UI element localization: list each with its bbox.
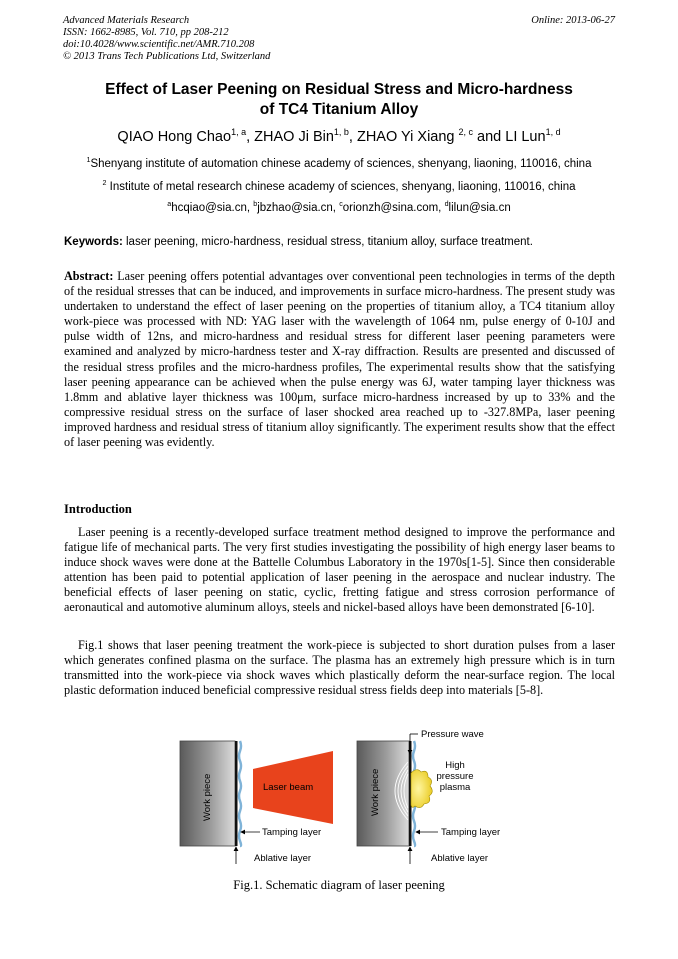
doi: doi:10.4028/www.scientific.net/AMR.710.208 (63, 39, 255, 50)
figure-caption: Fig.1. Schematic diagram of laser peening (233, 878, 445, 892)
work-piece-label: Work piece (370, 768, 381, 816)
issn: ISSN: 1662-8985, Vol. 710, pp 208-212 (63, 27, 229, 38)
affil-mark: 2 (102, 179, 107, 188)
ablative-layer-label: Ablative layer (431, 853, 489, 864)
introduction-paragraph-2: Fig.1 shows that laser peening treatment the work-piece is subjected to short duration pulses from a laser which generates confined plasma on the surface. The plasma has an extremely high pressure which is in turn transmitted into the work-piece via shock waves which plastically deform the near-surface region. The local plastic deformation induced beneficial compressive residual stress fields deep into materials [5-8]. (64, 638, 615, 698)
author-affil-mark: 1, b (333, 127, 349, 138)
title-line-2: of TC4 Titanium Alloy (259, 101, 419, 118)
tamping-layer-label: Tamping layer (262, 827, 322, 838)
journal-name: Advanced Materials Research (63, 15, 190, 26)
journal-header (63, 15, 270, 63)
tamping-layer-water (239, 741, 241, 846)
introduction-paragraph-1: Laser peening is a recently-developed surface treatment method designed to improve the performance and fatigue life of mechanical parts. The very first studies investigating the possibility of high energy laser beams to induce shock waves were done at the Battelle Columbus Laboratory in the 1970s[1-5]. Since then considerable attention has been paid to potential application of laser peening in the aerospace and nuclear industry. The beneficial effects of laser peening on static, cyclic, fretting fatigue and stress corrosion performance of aeronautical and automotive aluminum alloys, steels and nickel-based alloys have been demonstrated [6-10]. (64, 525, 615, 615)
email-mark: d (444, 200, 449, 209)
author-name: ZHAO Yi Xiang (356, 129, 459, 145)
tamping-layer-label: Tamping layer (441, 827, 501, 838)
copyright: © 2013 Trans Tech Publications Ltd, Switzerland (63, 51, 271, 62)
keywords (64, 235, 616, 249)
email: jbzhao@sia.cn, (257, 202, 340, 214)
plasma-label-line-2: pressure (436, 771, 474, 782)
abstract (64, 269, 615, 450)
ablative-layer (235, 741, 238, 846)
keywords-text: laser peening, micro-hardness, residual stress, titanium alloy, surface treatment. (122, 236, 533, 248)
affiliation-text: Institute of metal research chinese academy of sciences, shenyang, liaoning, 110016, china (106, 181, 576, 193)
abstract-text: Laser peening offers potential advantages over conventional peen technologies in terms of the depth of the residual stresses that can be induced, and improvements in surface micro-hardness. The present study was undertaken to understand the effect of laser peening on the properties of titanium alloy, a TC4 titanium alloy work-piece was processed with ND: YAG laser with the wavelength of 1064 nm, pulse energy of 0-10J and pulse width of 12ns, and micro-hardness and residual stress for different laser peening parameters were examined and analyzed by micro-hardness tester and X-ray diffraction. Results are presented and discussed of the residual stress profiles and the micro-hardness profiles, The experimental results show that the satisfying laser peening appearance can be achieved when the pulse energy was 6J, water tamping layer thickness was 1.8mm and ablative layer thickness was 100μm, surface micro-hardness increased by up to 33% and the compressive residual stress on the surface of laser shocked area reached up to -327.8MPa, laser peening improved hardness and residual stress of titanium alloy significantly. The experiment results show that the effect of laser peening was evidently. (64, 269, 615, 450)
affiliation-2 (0, 180, 678, 194)
ablative-layer-label: Ablative layer (254, 853, 312, 864)
email: lilun@sia.cn (448, 202, 511, 214)
introduction-heading: Introduction (64, 502, 132, 516)
author-name: LI Lun (505, 129, 546, 145)
email: hcqiao@sia.cn, (171, 202, 254, 214)
online-date: Online: 2013-06-27 (531, 15, 615, 26)
figure-laser-peening-schematic (170, 726, 520, 868)
title-line-1: Effect of Laser Peening on Residual Stress and Micro-hardness (105, 81, 573, 98)
laser-beam-label: Laser beam (263, 782, 314, 793)
abstract-label: Abstract: (64, 269, 114, 283)
work-piece-label: Work piece (202, 773, 213, 821)
plasma-label-line-3: plasma (439, 782, 471, 793)
panel-after (357, 729, 500, 864)
high-pressure-plasma (411, 770, 432, 808)
email-mark: b (253, 200, 258, 209)
pressure-wave-label: Pressure wave (421, 729, 484, 740)
author-separator: , (246, 129, 255, 145)
paper-title (0, 80, 678, 120)
affil-mark: 1 (86, 156, 91, 165)
author-separator: and (473, 129, 506, 145)
email-list (0, 201, 678, 215)
plasma-label-line-1: High (445, 760, 465, 771)
panel-before (180, 741, 333, 864)
email-mark: a (167, 200, 172, 209)
affiliation-1 (0, 157, 678, 171)
author-affil-mark: 2, c (458, 127, 473, 138)
email: orionzh@sina.com, (342, 202, 445, 214)
author-list (0, 128, 678, 146)
email-mark: c (339, 200, 343, 209)
author-name: QIAO Hong Chao (117, 129, 232, 145)
affiliation-text: Shenyang institute of automation chinese academy of sciences, shenyang, liaoning, 110016, china (90, 158, 592, 170)
author-affil-mark: 1, d (545, 127, 561, 138)
author-affil-mark: 1, a (231, 127, 247, 138)
author-name: ZHAO Ji Bin (254, 129, 334, 145)
keywords-label: Keywords: (64, 236, 123, 248)
author-separator: , (348, 129, 357, 145)
